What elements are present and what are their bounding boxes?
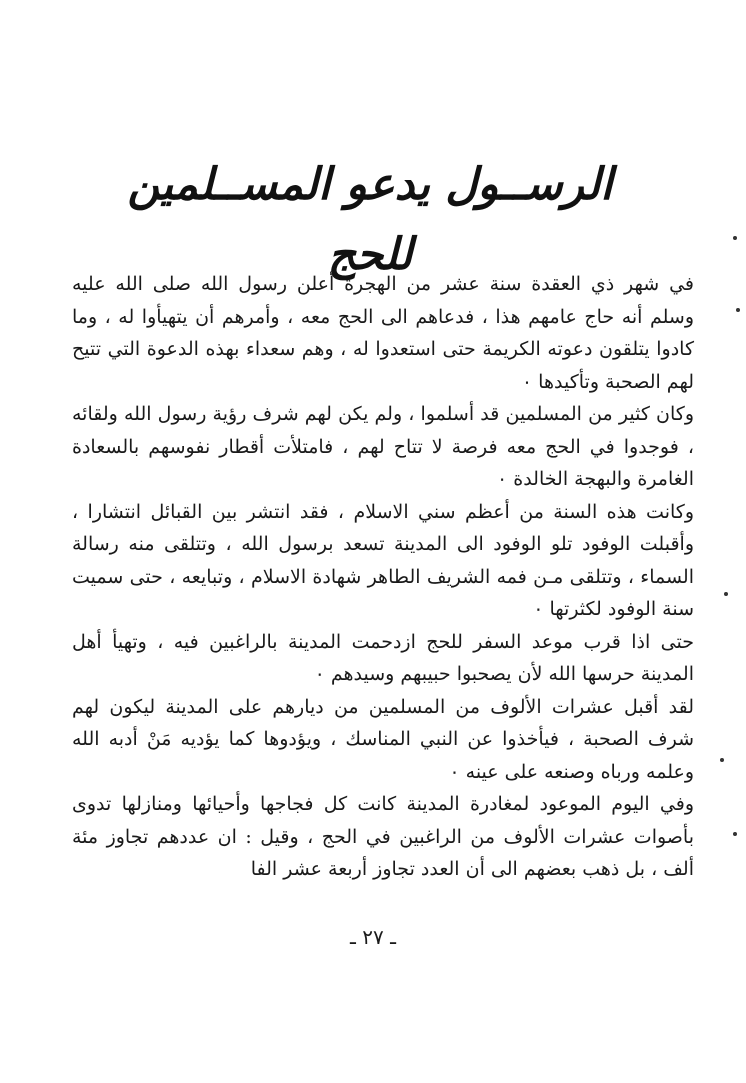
margin-mark <box>733 832 737 836</box>
margin-mark <box>724 592 728 596</box>
paragraph-2: وكان كثير من المسلمين قد أسلموا ، ولم يكن لهم شرف رؤية رسول الله ولقائه ، فوجدوا في الحج معه فرصة لا تتاح لهم ، فامتلأت أقطار نفوسهم بالسعادة الغامرة والبهجة الخالدة ٠ <box>72 403 694 490</box>
margin-mark <box>733 236 737 240</box>
paragraph-6: وفي اليوم الموعود لمغادرة المدينة كانت كل فجاجها وأحيائها ومنازلها تدوى بأصوات عشرات الألوف من الراغبين في الحج ، وقيل : ان عددهم تجاوز مئة ألف ، بل ذهب بعضهم الى أن العدد تجاوز أربعة عشر الفا <box>72 793 694 880</box>
paragraph-3: وكانت هذه السنة من أعظم سني الاسلام ، فقد انتشر بين القبائل انتشارا ، وأقبلت الوفود تلو الوفود الى المدينة تسعد برسول الله ، وتتلقى منه رسالة السماء ، وتتلقى مـن فمه الشريف الطاهر شهادة الاسلام ، وتبايعه ، حتى سميت سنة الوفود لكثرتها ٠ <box>72 500 695 620</box>
paragraph-1: في شهر ذي العقدة سنة عشر من الهجرة أعلن رسول الله صلى الله عليه وسلم أنه حاج عامهم هذا ، فدعاهم الى الحج معه ، وأمرهم أن يتهيأوا له ، وما كادوا يتلقون دعوته الكريمة حتى استعدوا له ، وهم سعداء بهذه الدعوة التي تتيح لهم الصحبة وتأكيدها ٠ <box>72 273 694 393</box>
paragraph-4: حتى اذا قرب موعد السفر للحج ازدحمت المدينة بالراغبين فيه ، وتهيأ أهل المدينة حرسها الله لأن يصحبوا حبيبهم وسيدهم ٠ <box>72 630 694 685</box>
chapter-title: الرســول يدعو المســلمين للحج <box>127 159 613 280</box>
paragraph-5: لقد أقبل عشرات الألوف من المسلمين من ديارهم على المدينة ليكون لهم شرف الصحبة ، فيأخذوا عن النبي المناسك ، ويؤدوها كما يؤديه مَنْ أدبه الله وعلمه ورباه وصنعه على عينه ٠ <box>72 695 694 783</box>
margin-mark <box>736 308 740 312</box>
page-number: ـ ٢٧ ـ <box>350 925 396 949</box>
body-text <box>72 268 694 886</box>
margin-mark <box>720 758 724 762</box>
